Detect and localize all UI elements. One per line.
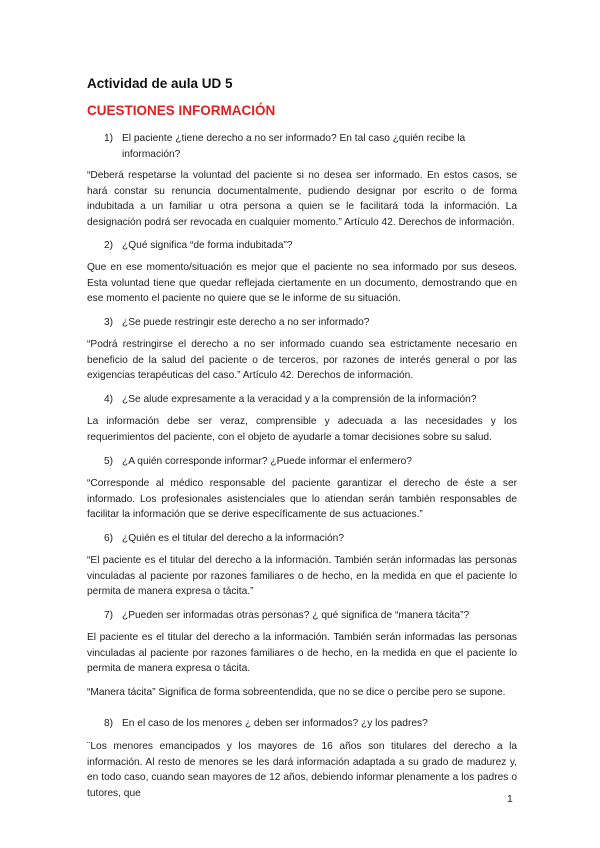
question-number: 8) bbox=[104, 718, 114, 729]
question-number: 3) bbox=[104, 317, 114, 328]
question-number: 6) bbox=[104, 533, 114, 544]
answer-1 bbox=[87, 168, 517, 230]
question-text: ¿Pueden ser informadas otras personas? ¿ qué significa de “manera tácita”? bbox=[122, 610, 470, 621]
question-text: ¿Quién es el titular del derecho a la información? bbox=[122, 533, 344, 544]
page-number: 1 bbox=[507, 793, 513, 805]
answer-7 bbox=[87, 630, 517, 700]
answer-4 bbox=[87, 414, 517, 445]
question-4 bbox=[104, 392, 524, 408]
question-2 bbox=[104, 238, 524, 254]
question-number: 4) bbox=[104, 394, 114, 405]
answer-8 bbox=[87, 739, 517, 801]
answer-5 bbox=[87, 476, 517, 523]
answer-paragraph: El paciente es el titular del derecho a la información. También serán informadas las personas vinculadas al paciente por razones familiares o de hecho, en la medida en que el paciente lo permita de manera expresa o tácita. bbox=[87, 632, 517, 674]
answer-paragraph: Que en ese momento/situación es mejor que el paciente no sea informado por sus deseos. Esta voluntad tiene que quedar reflejada ciertamente en un documento, demostrando que en ese momento el paciente no quiere que se le informe de su situación. bbox=[87, 262, 517, 304]
question-6 bbox=[104, 531, 524, 547]
section-title: CUESTIONES INFORMACIÓN bbox=[87, 103, 276, 118]
question-text: En el caso de los menores ¿ deben ser informados? ¿y los padres? bbox=[122, 718, 428, 729]
question-7 bbox=[104, 608, 524, 624]
question-number: 1) bbox=[104, 133, 114, 144]
question-1 bbox=[104, 131, 524, 162]
question-text: ¿Qué significa “de forma indubitada”? bbox=[122, 240, 293, 251]
answer-paragraph: “El paciente es el titular del derecho a la información. También serán informadas las personas vinculadas al paciente por razones familiares o de hecho, en la medida en que el paciente lo permita de manera expresa o tácita.” bbox=[87, 555, 517, 597]
question-text: ¿Se alude expresamente a la veracidad y a la comprensión de la información? bbox=[122, 394, 477, 405]
answer-paragraph: La información debe ser veraz, comprensible y adecuada a las necesidades y los requerimientos del paciente, con el objeto de ayudarle a tomar decisiones sobre su salud. bbox=[87, 416, 517, 443]
document-title: Actividad de aula UD 5 bbox=[87, 76, 233, 91]
answer-paragraph: ¨Los menores emancipados y los mayores de 16 años son titulares del derecho a la información. Al resto de menores se les dará información adaptada a su grado de madurez y, en todo caso, cuando sean mayores de 12 años, debiendo informar plenamente a los padres o tutores, que bbox=[87, 741, 517, 799]
answer-paragraph: “Podrá restringirse el derecho a no ser informado cuando sea estrictamente necesario en beneficio de la salud del paciente o de terceros, por razones de interés general o por las exigencias terapéuticas del caso.” Artículo 42. Derechos de información. bbox=[87, 339, 517, 381]
answer-2 bbox=[87, 260, 517, 307]
question-number: 2) bbox=[104, 240, 114, 251]
question-3 bbox=[104, 315, 524, 331]
answer-paragraph: “Deberá respetarse la voluntad del paciente si no desea ser informado. En estos casos, se hará constar su renuncia documentalmente, pudiendo designar por escrito o de forma indubitada a un familiar u otra persona a quien se le facilitará toda la información. La designación podrá ser revocada en cualquier momento.” Artículo 42. Derechos de información. bbox=[87, 170, 517, 228]
question-5 bbox=[104, 454, 524, 470]
question-text: ¿Se puede restringir este derecho a no ser informado? bbox=[122, 317, 370, 328]
question-text: El paciente ¿tiene derecho a no ser informado? En tal caso ¿quién recibe la información? bbox=[122, 133, 466, 160]
answer-paragraph: “Manera tácita” Significa de forma sobreentendida, que no se dice o percibe pero se supone. bbox=[87, 686, 506, 698]
answer-3 bbox=[87, 337, 517, 384]
answer-6 bbox=[87, 553, 517, 600]
question-number: 7) bbox=[104, 610, 114, 621]
question-text: ¿A quién corresponde informar? ¿Puede informar el enfermero? bbox=[122, 456, 412, 467]
answer-paragraph: “Corresponde al médico responsable del paciente garantizar el derecho de éste a ser informado. Los profesionales asistenciales que lo atiendan serán también responsables de facilitar la información que se derive específicamente de sus actuaciones.” bbox=[87, 478, 517, 520]
question-8 bbox=[104, 716, 524, 732]
question-number: 5) bbox=[104, 456, 114, 467]
